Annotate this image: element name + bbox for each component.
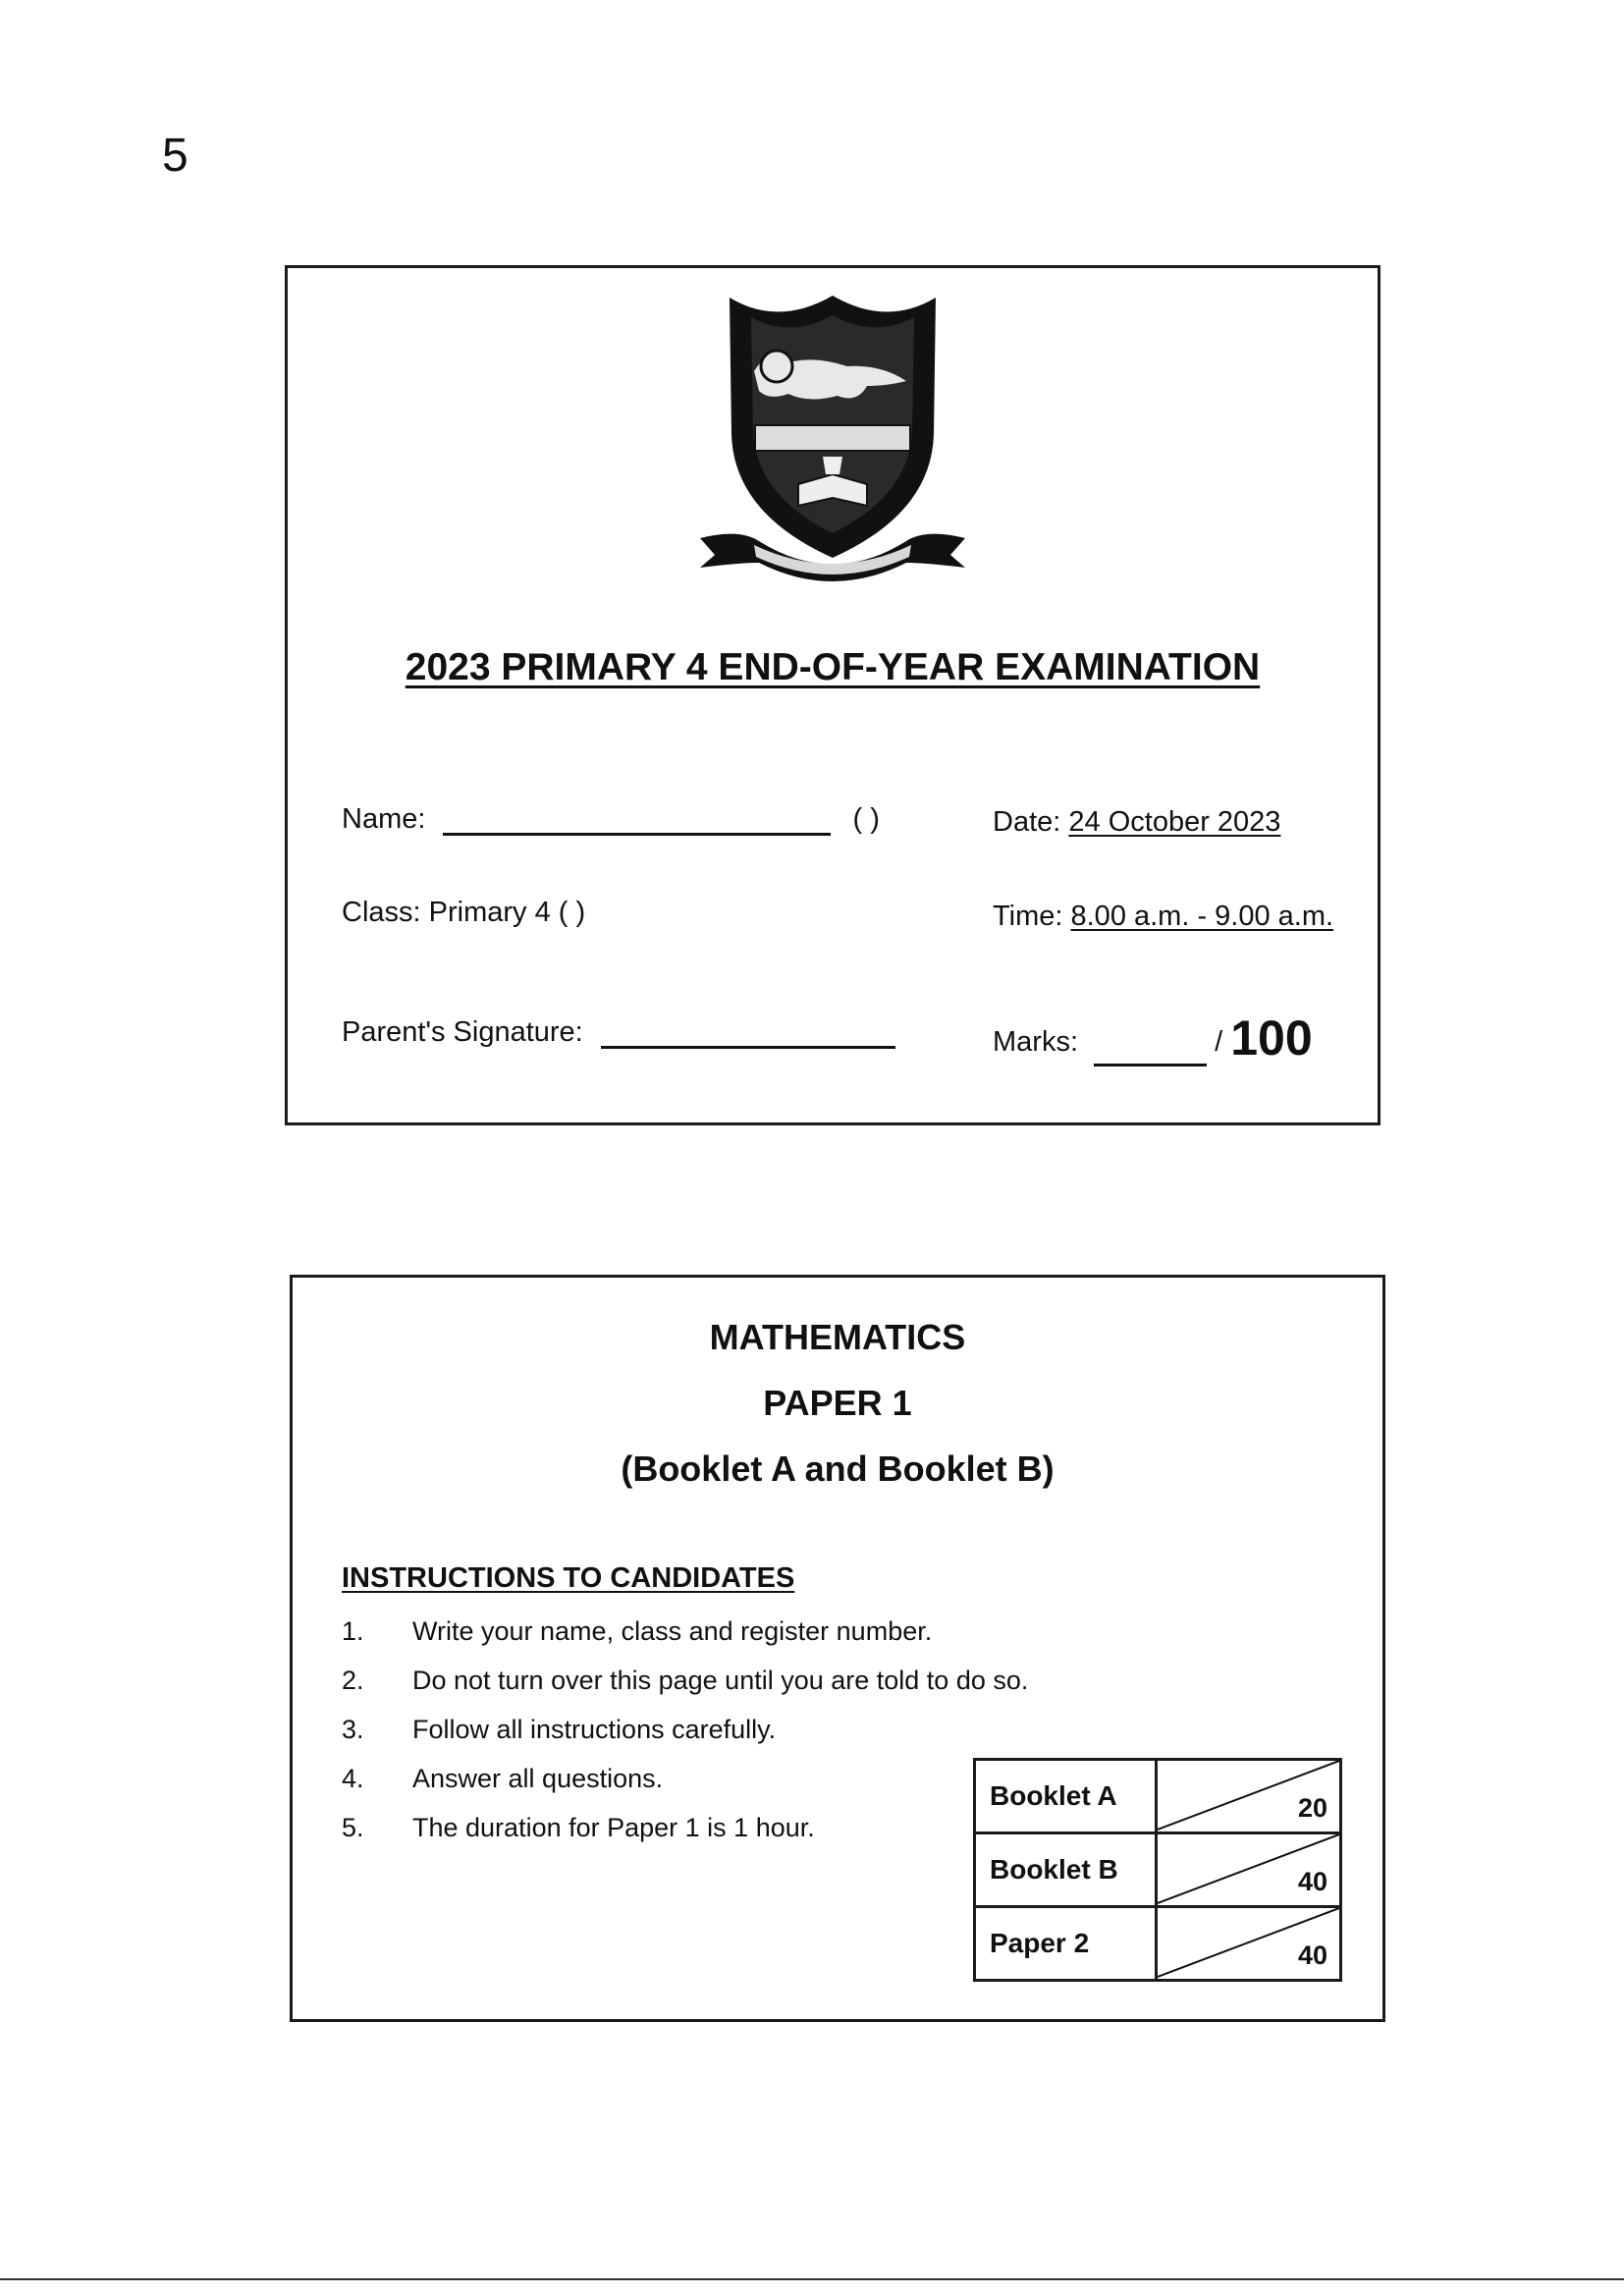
date-field — [993, 806, 1280, 839]
booklet-a-max: 20 — [1297, 1793, 1327, 1823]
booklets-subtitle: (Booklet A and Booklet B) — [621, 1449, 1055, 1489]
instructions-list — [342, 1607, 1028, 1852]
marks-total: 100 — [1230, 1011, 1313, 1066]
page-number: 5 — [162, 130, 189, 182]
booklet-a-label: Booklet A — [975, 1760, 1157, 1833]
name-blank — [443, 833, 831, 836]
signature-field — [342, 1016, 895, 1049]
booklet-b-score-cell[interactable] — [1157, 1833, 1341, 1907]
name-field — [342, 803, 880, 836]
time-label: Time: — [993, 901, 1063, 932]
paper-2-label: Paper 2 — [975, 1907, 1157, 1981]
signature-blank — [601, 1046, 895, 1049]
exam-header-panel — [285, 265, 1380, 1125]
date-label: Date: — [993, 806, 1061, 838]
paper-2-score-cell[interactable] — [1157, 1907, 1341, 1981]
name-label: Name: — [342, 803, 426, 835]
signature-label: Parent's Signature: — [342, 1016, 583, 1048]
list-item: 3. Follow all instructions carefully. — [342, 1715, 777, 1744]
marks-label: Marks: — [993, 1026, 1078, 1058]
subject-title: MATHEMATICS — [709, 1317, 966, 1357]
booklet-b-label: Booklet B — [975, 1833, 1157, 1907]
paper-2-max: 40 — [1297, 1941, 1327, 1970]
paper-title: PAPER 1 — [763, 1383, 912, 1423]
table-row — [975, 1760, 1341, 1833]
marks-slash: / — [1215, 1026, 1223, 1058]
time-field — [993, 901, 1333, 933]
booklet-b-max: 40 — [1297, 1867, 1327, 1896]
exam-title: 2023 PRIMARY 4 END-OF-YEAR EXAMINATION — [405, 646, 1261, 688]
marks-table — [973, 1758, 1342, 1982]
class-field: Class: Primary 4 ( ) — [342, 897, 586, 928]
marks-field — [993, 1010, 1313, 1066]
school-crest-logo — [700, 288, 965, 582]
subject-panel — [290, 1275, 1385, 2022]
instructions-heading: INSTRUCTIONS TO CANDIDATES — [342, 1562, 795, 1594]
booklet-a-score-cell[interactable] — [1157, 1760, 1341, 1833]
register-number-paren: ( ) — [852, 803, 880, 835]
table-row — [975, 1833, 1341, 1907]
list-item: 5. The duration for Paper 1 is 1 hour. — [342, 1813, 815, 1842]
date-value: 24 October 2023 — [1068, 806, 1281, 838]
list-item: 4. Answer all questions. — [342, 1764, 664, 1793]
list-item: 1. Write your name, class and register number. — [342, 1616, 933, 1646]
table-row — [975, 1907, 1341, 1981]
list-item: 2. Do not turn over this page until you are told to do so. — [342, 1666, 1029, 1695]
page-bottom-rule — [0, 2278, 1624, 2280]
marks-blank — [1094, 1064, 1207, 1066]
time-value: 8.00 a.m. - 9.00 a.m. — [1070, 901, 1334, 932]
